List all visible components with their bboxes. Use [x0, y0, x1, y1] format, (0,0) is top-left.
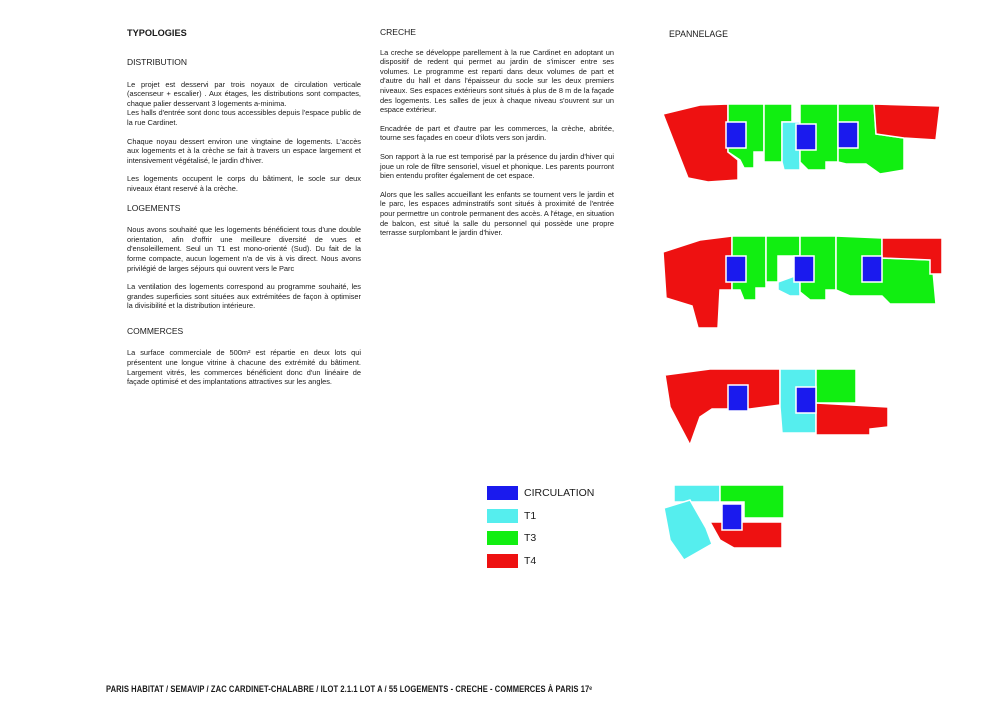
legend-label: T1	[524, 510, 537, 522]
circulation-core	[728, 385, 748, 411]
circulation-core	[722, 504, 742, 530]
epannelage-heading: EPANNELAGE	[669, 29, 728, 39]
legend-label: CIRCULATION	[524, 487, 595, 499]
t4-unit	[874, 104, 940, 140]
t4-unit	[663, 236, 732, 328]
creche-paragraph-1: La creche se développe parellement à la rue Cardinet en adoptant un dispositif de redent qui permet au jardin de s'imiscer entre ses volumes. Le programme est reparti dans deux volumes de part et d'autre du hall et dans l'épaisseur du socle sur les deux premiers niveaux. Ses espaces extérieurs sont situés à plus de 8 m de la façade des logements. Les salles de jeux à chaque niveau s'ouvrent sur un espace extérieur.	[380, 47, 614, 115]
t1-unit	[664, 500, 712, 560]
distribution-paragraph-2: Chaque noyau dessert environ une vingtaine de logements. L'accès aux logements et à la crèche se fait à travers un espace largement et intensivement végétalisé, le jardin d'hiver.	[127, 136, 361, 165]
distribution-paragraph-1: Le projet est desservi par trois noyaux de circulation verticale (ascenseur + escalier) . Aux étages, les distributions sont compactes, chaque palier desservant 3 logements a-minima. Les halls d'entrée sont donc tous accessibles depuis l'espace public de la rue Cardinet.	[127, 79, 361, 127]
circulation-core	[726, 256, 746, 282]
legend-swatch	[487, 509, 518, 523]
creche-paragraph-2: Encadrée de part et d'autre par les commerces, la crèche, abritée, tourne ses façades en coeur d'ilots vers son jardin.	[380, 123, 614, 143]
circulation-core	[862, 256, 882, 282]
creche-paragraph-3: Son rapport à la rue est temporisé par la présence du jardin d'hiver qui joue un role de filtre sensoriel, visuel et phonique. Les parents pourront bien entendu profiter également de cet espace.	[380, 151, 614, 181]
floor-plan-level-4	[660, 482, 795, 567]
t4-unit	[816, 403, 888, 435]
commerces-heading: COMMERCES	[127, 325, 184, 336]
circulation-core	[838, 122, 858, 148]
t4-unit	[710, 522, 782, 548]
footer-caption: PARIS HABITAT / SEMAVIP / ZAC CARDINET-CHALABRE / ILOT 2.1.1 LOT A / 55 LOGEMENTS - CRECHE - COMMERCES À PARIS 17ᵉ	[106, 684, 593, 694]
t3-unit	[816, 369, 856, 403]
t1-unit	[674, 485, 720, 502]
legend-swatch	[487, 554, 518, 568]
circulation-core	[796, 387, 816, 413]
circulation-core	[726, 122, 746, 148]
legend-swatch	[487, 486, 518, 500]
page-title: TYPOLOGIES	[127, 28, 187, 38]
left-text-column	[127, 58, 361, 387]
creche-paragraph-4: Alors que les salles accueillant les enfants se tournent vers le jardin et le parc, les espaces adminstratifs sont situés à proximité de l'entrée pour permettre un controle permanent des accès. A l'étage, en situation de balcon, est situé la salle du personnel qui possède une propre terrasse surplombant le jardin d'hiver.	[380, 189, 614, 238]
logements-paragraph-1: Nous avons souhaité que les logements bénéficient tous d'une double orientation, afin d'offrir une meilleure diversité de vues et d'ensoleillement. Seul un T1 est mono-orienté (Sud). Du fait de la forme compacte, aucun logement n'a de vis à vis direct. Nous avons privilégié de larges séjours qui ouvrent vers le Parc	[127, 225, 361, 273]
logements-heading: LOGEMENTS	[127, 202, 181, 213]
circulation-core	[794, 256, 814, 282]
t4-unit	[665, 369, 780, 445]
logements-paragraph-2: La ventilation des logements correspond au programme souhaité, les grandes superficies sont situées aux extrémitées de façon à optimiser la divisibilité et la distribution intérieure.	[127, 282, 361, 311]
floor-plan-level-3	[660, 367, 895, 447]
distribution-paragraph-3: Les logements occupent le corps du bâtiment, le socle sur deux niveaux étant reservé à la crèche.	[127, 174, 361, 193]
distribution-heading: DISTRIBUTION	[127, 57, 187, 67]
floor-plan-level-2	[660, 234, 945, 329]
commerces-paragraph-1: La surface commerciale de 500m² est répartie en deux lots qui présentent une longue vitrine à chacune des extrémité du bâtiment. Largement vitrés, les commerces bénéficient donc d'un linéaire de façade optimisé et des implantations attractives sur les angles.	[127, 348, 361, 387]
middle-text-column	[380, 28, 614, 238]
legend-swatch	[487, 531, 518, 545]
legend-label: T3	[524, 532, 537, 544]
floor-plan-level-1	[660, 100, 945, 185]
circulation-core	[796, 124, 816, 150]
creche-heading: CRECHE	[380, 27, 416, 37]
legend-label: T4	[524, 555, 537, 567]
